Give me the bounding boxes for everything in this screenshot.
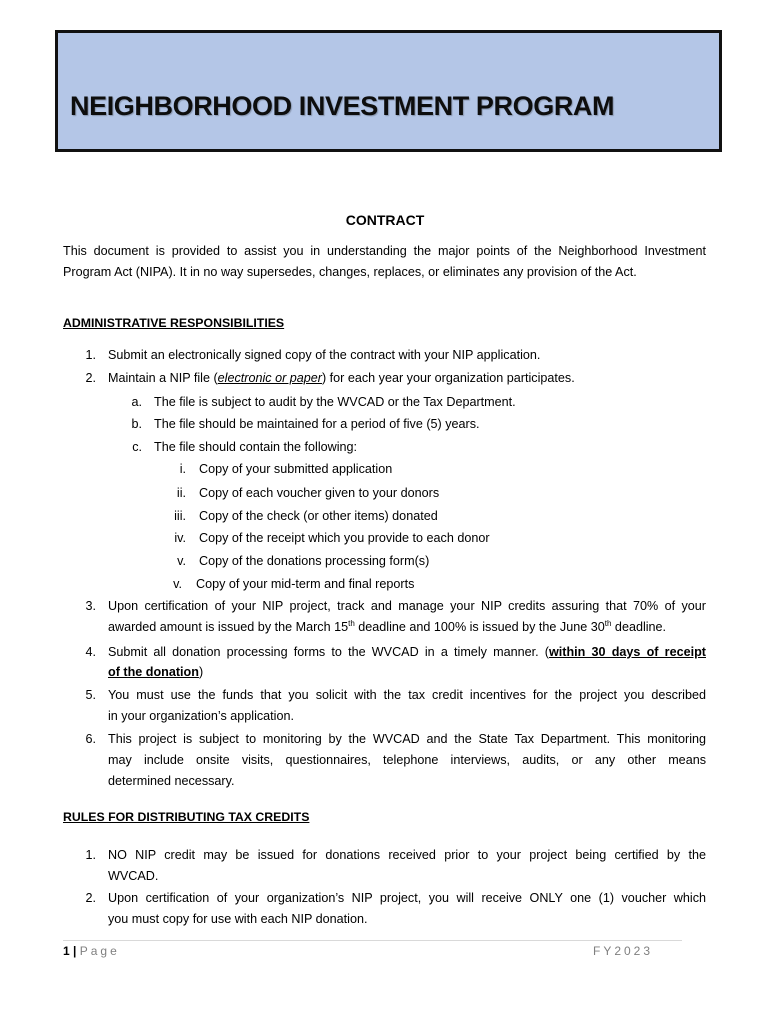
emphasis-electronic-or-paper: electronic or paper	[217, 371, 322, 385]
rules-heading: RULES FOR DISTRIBUTING TAX CREDITS	[63, 810, 310, 824]
intro-paragraph: This document is provided to assist you in understanding the major points of the Neighborhood Investment Program Act (NIPA). It in no way supersedes, changes, replaces, or eliminates any provision of the Act.	[63, 244, 706, 279]
document-page: NEIGHBORHOOD INVESTMENT PROGRAM CONTRACT This document is provided to assist you in understanding the major points of the Neighborhood Investment Program Act (NIPA). It in no way supersedes, changes, replaces, or eliminates any provision of the Act. ADMINISTRATIVE RESPONSIBILITIES 1. Submit an electronically signed copy of the contract with your NIP application. 2. Maintain a NIP file (electronic or paper) for each year your organization participates. a. The file is subject to audit by the WVCAD or the Tax Department. b. The file should be maintained for a period of five (5) years. c. The file should contain the following: i. Copy of your submitted application ii. Copy of each voucher given to your donors iii. Copy of the check (or other items) donated iv. Copy of the receipt which you provide to each donor v. Copy of the donations processing form(s) v. Copy of your mid-term and final reports 3. Upon certification of your NIP project, track and manage your NIP credits assuring that 70% of your awarded amount is issued by the March 15th deadline and 100% is issued by the June 30th deadline. 4. Submit all donation processing forms to the WVCAD in a timely manner. (within 30 days of receipt of the donation) 5. You must use the funds that you solicit with the tax credit incentives for the project you described in your organization’s application. 6. This project is subject to monitoring by the WVCAD and the State Tax Department. This monitoring may include onsite visits, questionnaires, telephone interviews, audits, or any other means determined necessary. RULES FOR DISTRIBUTING TAX CREDITS 1. NO NIP credit may be issued for donations received prior to your project being certified by the WVCAD. 2. Upon certification of your organization’s NIP project, you will receive ONLY one (1) voucher which you must copy for use with each NIP donation. 1 | Page FY2023	[0, 0, 770, 1024]
footer-divider	[63, 940, 682, 941]
page-number: 1 | Page	[63, 944, 120, 958]
fiscal-year: FY2023	[593, 944, 654, 958]
deadline-emphasis: within 30 days of receipt	[548, 645, 706, 659]
page-title: NEIGHBORHOOD INVESTMENT PROGRAM	[70, 91, 615, 121]
contract-heading: CONTRACT	[345, 212, 425, 228]
title-banner	[55, 30, 722, 152]
admin-heading: ADMINISTRATIVE RESPONSIBILITIES	[63, 316, 285, 330]
